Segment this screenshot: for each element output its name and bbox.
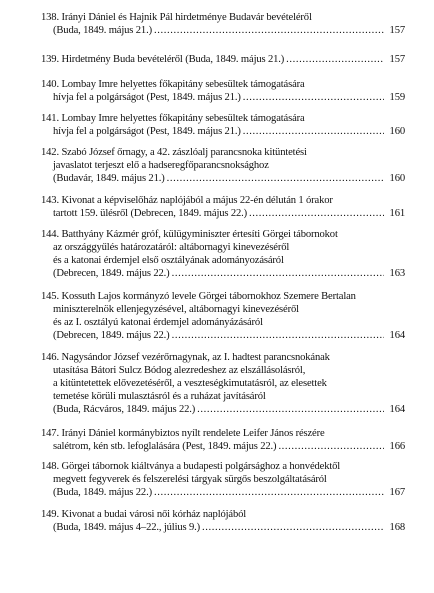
- entry-title: 146. Nagysándor József vezérőrnagynak, az I. hadtest parancsnokának: [41, 352, 330, 363]
- entry-line: [41, 473, 405, 486]
- dot-leader: [167, 172, 384, 185]
- page-number: 160: [389, 173, 405, 184]
- entry-line: [41, 521, 405, 534]
- toc-entry: [41, 146, 405, 185]
- entry-date: (Budavár, 1849. május 21.): [53, 173, 165, 184]
- toc-entry: [41, 427, 405, 453]
- dot-leader: [249, 207, 384, 220]
- entry-line: [41, 329, 405, 342]
- entry-line: [41, 159, 405, 172]
- entry-line: [41, 427, 405, 440]
- dot-leader: [172, 329, 384, 342]
- entry-line: [41, 377, 405, 390]
- entry-title: 142. Szabó József őrnagy, a 42. zászlóalj parancsnoka kitüntetési: [41, 147, 307, 158]
- toc-entry: [41, 460, 405, 499]
- entry-line: [41, 91, 405, 104]
- entry-date: hívja fel a polgárságot (Pest, 1849. május 21.): [53, 126, 241, 137]
- toc-entry: [41, 290, 405, 342]
- entry-title: 140. Lombay Imre helyettes főkapitány sebesültek támogatására: [41, 79, 305, 90]
- entry-title: megvett fegyverek és felszerelési tárgyak sürgős beszolgáltatásáról: [53, 474, 327, 485]
- toc-entry: [41, 11, 405, 37]
- dot-leader: [243, 125, 384, 138]
- entry-line: [41, 440, 405, 453]
- page-number: 161: [389, 208, 405, 219]
- entry-line: [41, 316, 405, 329]
- dot-leader: [243, 91, 384, 104]
- entry-line: [41, 172, 405, 185]
- toc-entry: [41, 194, 405, 220]
- entry-title: 144. Batthyány Kázmér gróf, külügyminiszter értesíti Görgei tábornokot: [41, 229, 338, 240]
- entry-title: miniszterelnök ellenjegyzésével, altábornagyi kinevezéséről: [53, 304, 299, 315]
- dot-leader: [172, 267, 384, 280]
- entry-line: [41, 194, 405, 207]
- entry-line: [41, 24, 405, 37]
- entry-title: 149. Kivonat a budai városi női kórház naplójából: [41, 509, 247, 520]
- toc-entry: [41, 508, 405, 534]
- entry-date: (Buda, 1849. május 4–22., július 9.): [53, 522, 201, 533]
- dot-leader: [286, 53, 384, 66]
- entry-title: 143. Kivonat a képviselőház naplójából a május 22-én délután 1 órakor: [41, 195, 333, 206]
- entry-line: [41, 351, 405, 364]
- page-number: 167: [389, 487, 405, 498]
- page-number: 160: [389, 126, 405, 137]
- entry-title: az országgyűlés határozatáról: altábornagyi kinevezéséről: [53, 242, 290, 253]
- entry-line: [41, 254, 405, 267]
- entry-line: [41, 486, 405, 499]
- entry-title: javaslatot terjeszt elő a hadseregfőparancsnoksághoz: [53, 160, 269, 171]
- entry-line: [41, 112, 405, 125]
- entry-line: [41, 364, 405, 377]
- page-number: 166: [389, 441, 405, 452]
- entry-line: [41, 125, 405, 138]
- page-number: 159: [389, 92, 405, 103]
- entry-date: hívja fel a polgárságot (Pest, 1849. május 21.): [53, 92, 241, 103]
- page-number: 164: [389, 404, 405, 415]
- dot-leader: [154, 486, 384, 499]
- entry-title: 148. Görgei tábornok kiáltványa a budapesti polgársághoz a honvédektől: [41, 461, 341, 472]
- entry-title: 141. Lombay Imre helyettes főkapitány sebesültek támogatására: [41, 113, 305, 124]
- entry-line: [41, 146, 405, 159]
- entry-date: (Debrecen, 1849. május 22.): [53, 330, 170, 341]
- entry-date: (Debrecen, 1849. május 22.): [53, 268, 170, 279]
- entry-line: [41, 11, 405, 24]
- entry-line: [41, 508, 405, 521]
- entry-date: (Buda, 1849. május 21.): [53, 25, 152, 36]
- dot-leader: [278, 440, 384, 453]
- page-number: 168: [389, 522, 405, 533]
- entry-date: tartott 159. ülésről (Debrecen, 1849. május 22.): [53, 208, 248, 219]
- entry-title: és az I. osztályú katonai érdemjel adományázásáról: [53, 317, 263, 328]
- page-number: 157: [389, 54, 405, 65]
- entry-line: [41, 207, 405, 220]
- entry-line: [41, 460, 405, 473]
- entry-title: 147. Irányi Dániel kormánybiztos nyílt rendelete Leifer János részére: [41, 428, 325, 439]
- entry-title: utasítása Bátori Sulcz Bódog alezredeshez az elszállásolásról,: [53, 365, 306, 376]
- entry-date: salétrom, kén stb. lefoglalására (Pest, 1849. május 22.): [53, 441, 277, 452]
- dot-leader: [154, 24, 384, 37]
- entry-line: [41, 303, 405, 316]
- toc-entry: [41, 228, 405, 280]
- dot-leader: [202, 521, 384, 534]
- entry-line: [41, 78, 405, 91]
- dot-leader: [197, 403, 384, 416]
- entry-line: [41, 290, 405, 303]
- entry-line: [41, 267, 405, 280]
- entry-title: 139. Hirdetmény Buda bevételéről (Buda, 1849. május 21.): [41, 54, 285, 65]
- entry-title: temetése körüli mulasztásról és a ruházat javításáról: [53, 391, 266, 402]
- entry-title: és a katonai érdemjel első osztályának adományozásáról: [53, 255, 284, 266]
- toc-entry: [41, 53, 405, 66]
- entry-title: 145. Kossuth Lajos kormányzó levele Görgei tábornokhoz Szemere Bertalan: [41, 291, 356, 302]
- page-number: 163: [389, 268, 405, 279]
- page-number: 157: [389, 25, 405, 36]
- entry-title: a kitüntetettek elővezetéséről, a veszteségkimutatásról, az elesettek: [53, 378, 327, 389]
- entry-line: [41, 403, 405, 416]
- entry-title: 138. Irányi Dániel és Hajnik Pál hirdetménye Budavár bevételéről: [41, 12, 312, 23]
- entry-line: [41, 390, 405, 403]
- entry-line: [41, 53, 405, 66]
- entry-date: (Buda, Rácváros, 1849. május 22.): [53, 404, 196, 415]
- entry-line: [41, 241, 405, 254]
- entry-line: [41, 228, 405, 241]
- toc-entry: [41, 112, 405, 138]
- entry-date: (Buda, 1849. május 22.): [53, 487, 152, 498]
- page-number: 164: [389, 330, 405, 341]
- toc-entry: [41, 78, 405, 104]
- toc-entry: [41, 351, 405, 416]
